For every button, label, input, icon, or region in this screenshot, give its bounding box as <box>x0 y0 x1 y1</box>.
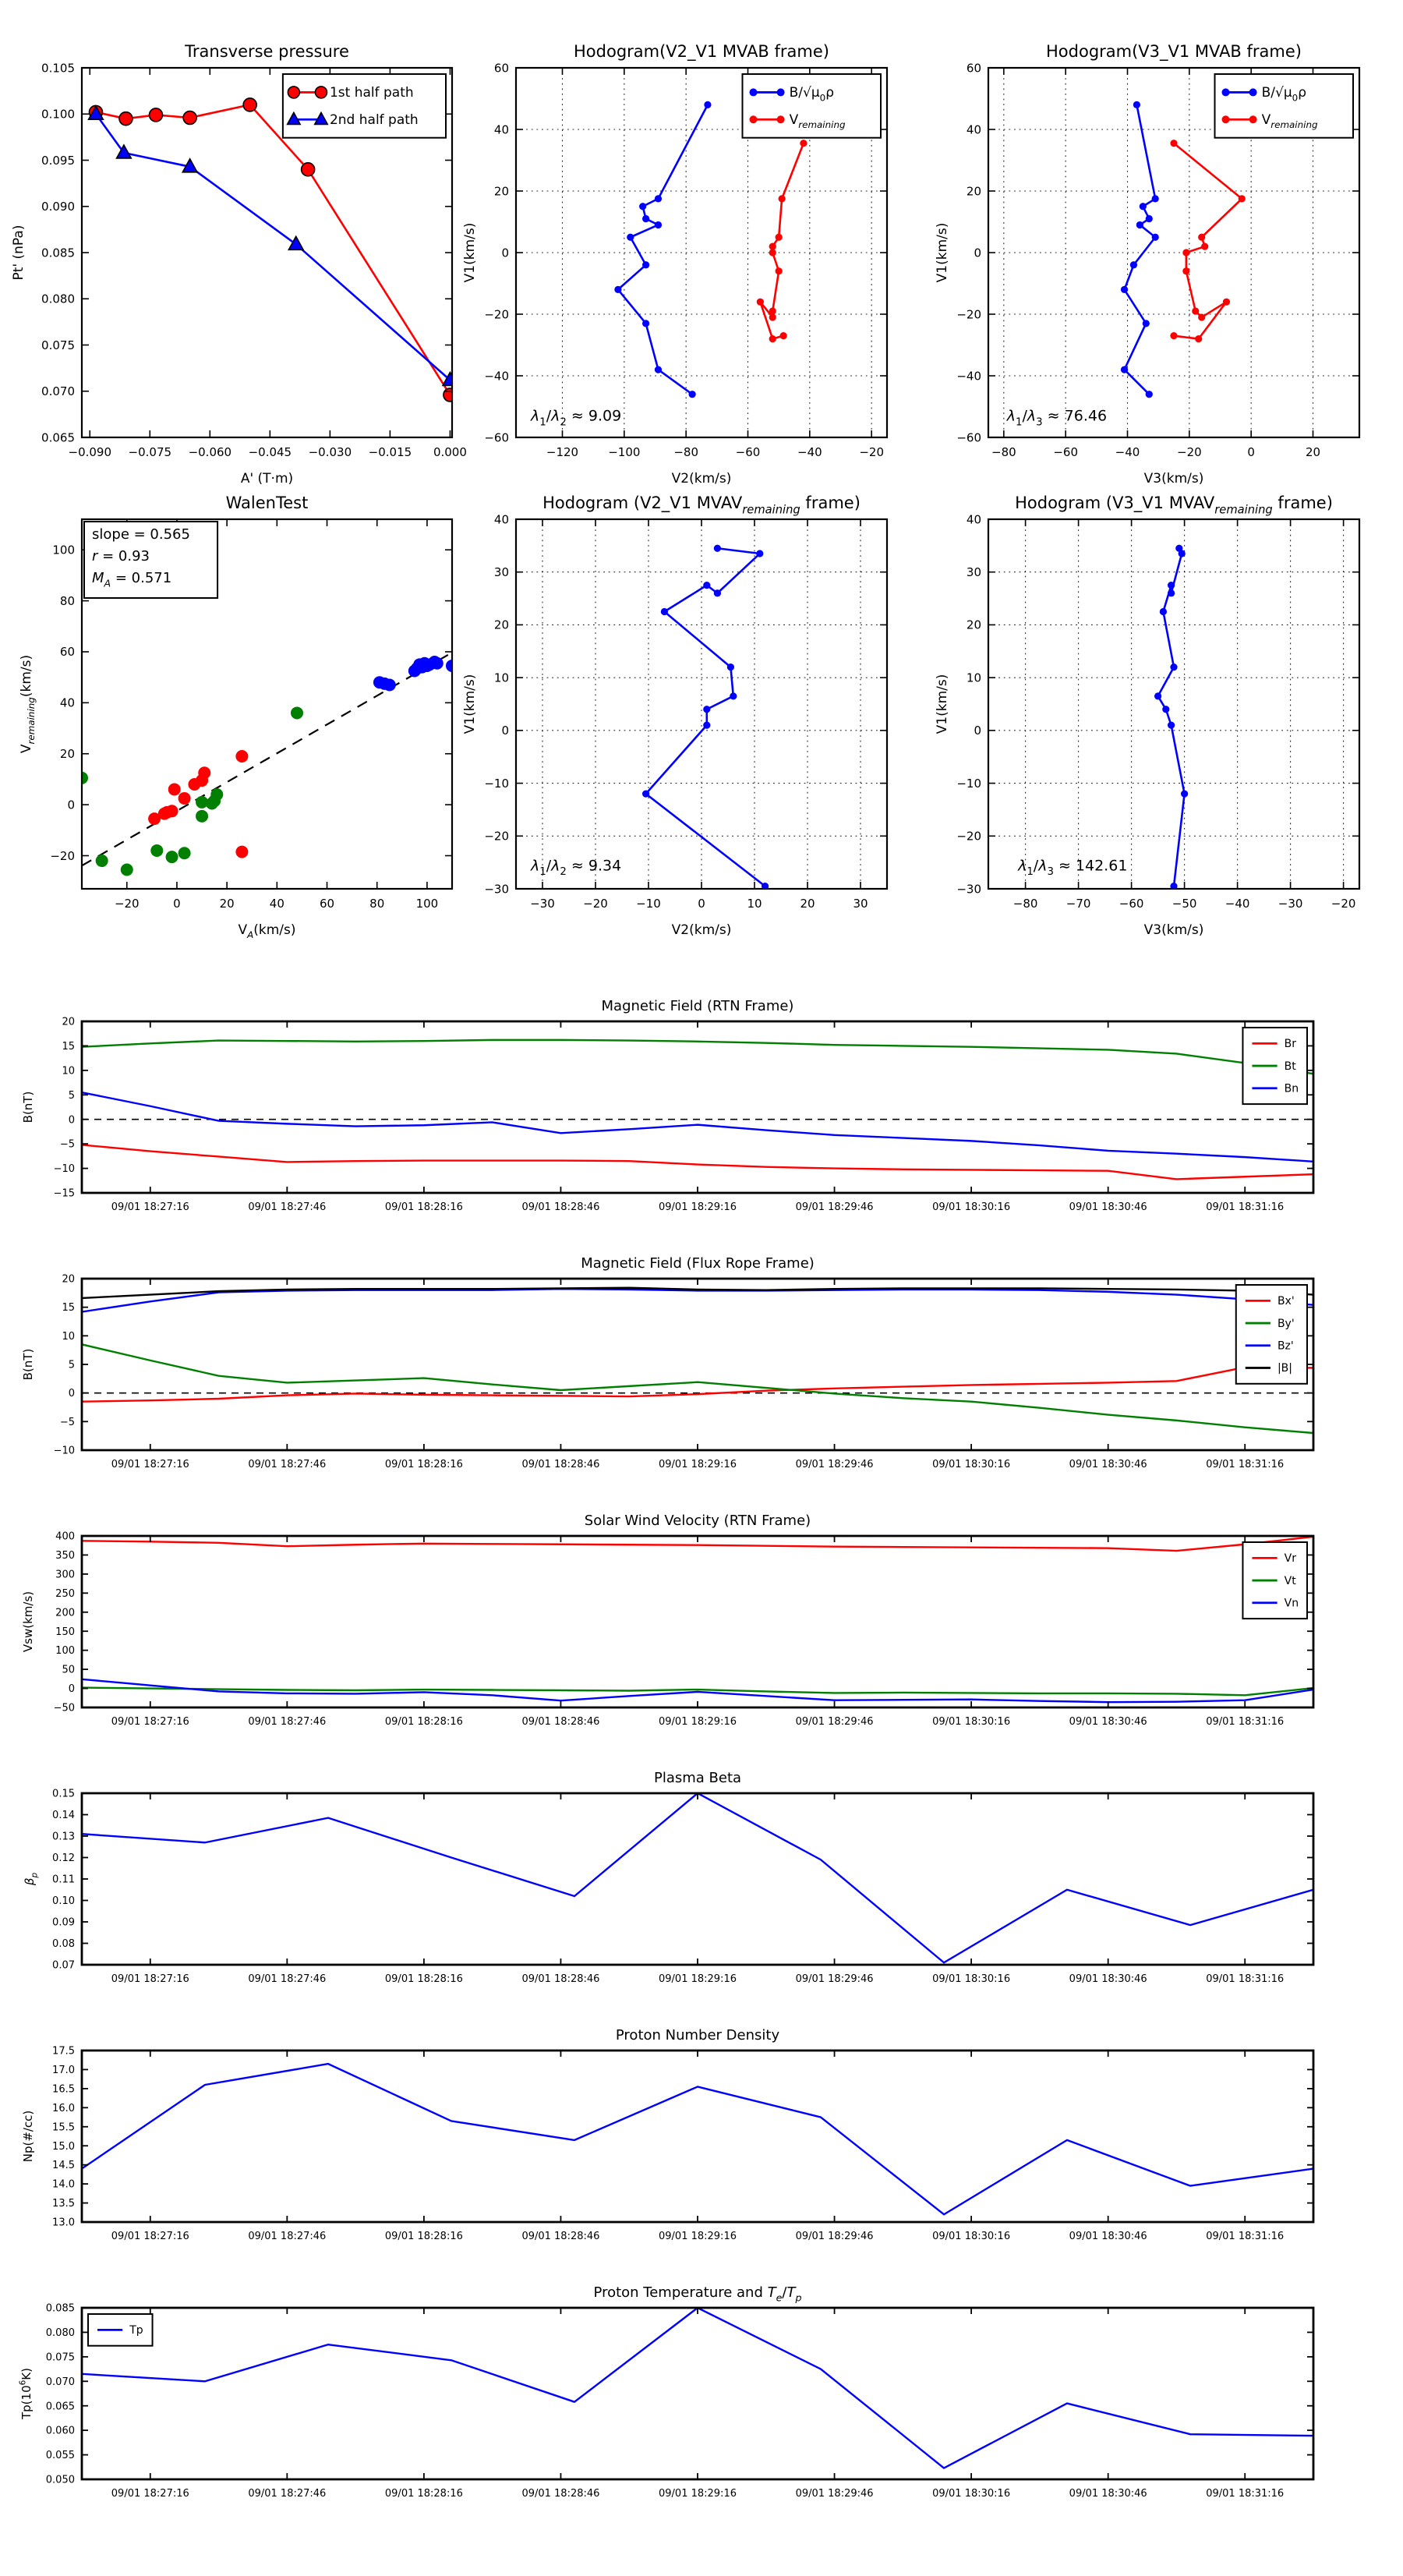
svg-text:Vn: Vn <box>1284 1597 1299 1610</box>
svg-text:30: 30 <box>966 564 981 579</box>
y-axis-label: $V_{remaining}(km/s)$ <box>19 654 37 754</box>
svg-text:0.10: 0.10 <box>52 1895 75 1908</box>
svg-text:09/01 18:30:16: 09/01 18:30:16 <box>932 1201 1011 1213</box>
svg-text:−40: −40 <box>484 369 509 384</box>
svg-text:−5: −5 <box>59 1138 75 1151</box>
svg-text:0.14: 0.14 <box>52 1810 75 1822</box>
svg-text:r = 0.93: r = 0.93 <box>92 548 150 564</box>
svg-text:0.060: 0.060 <box>45 2425 75 2437</box>
svg-text:09/01 18:28:46: 09/01 18:28:46 <box>521 1973 600 1985</box>
svg-text:60: 60 <box>966 61 981 76</box>
svg-text:09/01 18:27:16: 09/01 18:27:16 <box>111 2488 189 2500</box>
y-axis-label: V1(km/s) <box>935 674 950 734</box>
svg-text:Vt: Vt <box>1284 1574 1296 1587</box>
svg-text:09/01 18:27:46: 09/01 18:27:46 <box>248 1459 327 1470</box>
svg-text:09/01 18:29:16: 09/01 18:29:16 <box>659 1459 737 1470</box>
svg-text:0.000: 0.000 <box>433 445 467 459</box>
svg-text:09/01 18:27:46: 09/01 18:27:46 <box>248 1716 327 1728</box>
annotation: $\lambda_1/\lambda_2 \approx 9.09$ <box>531 407 622 429</box>
svg-text:−20: −20 <box>583 897 608 911</box>
chart-title: Proton Temperature and $T_e/T_p$ <box>593 2284 802 2304</box>
y-axis-label: Vsw(km/s) <box>21 1591 35 1653</box>
svg-text:−20: −20 <box>50 848 75 863</box>
svg-text:100: 100 <box>55 1645 75 1658</box>
svg-text:40: 40 <box>966 512 981 527</box>
svg-text:0: 0 <box>501 724 509 738</box>
svg-text:09/01 18:29:16: 09/01 18:29:16 <box>659 2231 737 2242</box>
svg-text:0: 0 <box>68 1114 75 1127</box>
svg-text:0.090: 0.090 <box>41 200 75 214</box>
svg-text:09/01 18:29:16: 09/01 18:29:16 <box>659 2488 737 2500</box>
svg-text:0.085: 0.085 <box>41 246 75 260</box>
y-axis-label: V1(km/s) <box>462 674 478 734</box>
svg-text:0: 0 <box>68 1683 75 1696</box>
chart-title: Hodogram(V3_V1 MVAB frame) <box>1046 42 1302 61</box>
svg-text:09/01 18:29:46: 09/01 18:29:46 <box>795 2488 874 2500</box>
svg-text:09/01 18:30:46: 09/01 18:30:46 <box>1069 2231 1147 2242</box>
svg-text:10: 10 <box>62 1330 75 1343</box>
y-axis-label: V1(km/s) <box>462 222 478 283</box>
svg-text:0.075: 0.075 <box>41 338 75 352</box>
svg-text:09/01 18:30:16: 09/01 18:30:16 <box>932 1459 1011 1470</box>
y-axis-label: B(nT) <box>21 1348 35 1381</box>
svg-text:−60: −60 <box>956 430 981 445</box>
svg-text:−5: −5 <box>59 1416 75 1428</box>
svg-text:20: 20 <box>800 897 815 911</box>
svg-text:50: 50 <box>62 1664 75 1676</box>
svg-text:09/01 18:30:16: 09/01 18:30:16 <box>932 2231 1011 2242</box>
legend <box>1215 74 1354 138</box>
svg-text:09/01 18:29:46: 09/01 18:29:46 <box>795 1459 874 1470</box>
chart-title: Hodogram(V2_V1 MVAB frame) <box>574 42 829 61</box>
svg-text:−60: −60 <box>484 430 509 445</box>
legend <box>1242 1542 1307 1619</box>
svg-text:0.065: 0.065 <box>45 2401 75 2413</box>
svg-text:150: 150 <box>55 1626 75 1638</box>
svg-text:Tp: Tp <box>129 2324 143 2337</box>
svg-text:0.09: 0.09 <box>52 1916 75 1929</box>
svg-text:−10: −10 <box>53 1445 75 1457</box>
svg-text:09/01 18:28:46: 09/01 18:28:46 <box>521 1716 600 1728</box>
svg-text:09/01 18:27:16: 09/01 18:27:16 <box>111 1459 189 1470</box>
svg-text:0.105: 0.105 <box>41 61 75 76</box>
svg-text:1st half path: 1st half path <box>329 85 414 101</box>
svg-text:09/01 18:31:16: 09/01 18:31:16 <box>1206 2488 1285 2500</box>
svg-text:0.050: 0.050 <box>45 2474 75 2486</box>
svg-text:09/01 18:29:46: 09/01 18:29:46 <box>795 1716 874 1728</box>
svg-text:5: 5 <box>68 1359 75 1371</box>
svg-text:15.0: 15.0 <box>52 2140 75 2153</box>
svg-text:60: 60 <box>319 897 335 911</box>
svg-text:20: 20 <box>219 897 235 911</box>
svg-text:Vr: Vr <box>1284 1552 1296 1566</box>
svg-text:20: 20 <box>493 617 509 632</box>
svg-text:−30: −30 <box>956 882 981 897</box>
svg-text:09/01 18:29:46: 09/01 18:29:46 <box>795 1201 874 1213</box>
svg-text:−10: −10 <box>956 776 981 791</box>
svg-text:−0.060: −0.060 <box>188 445 232 459</box>
svg-text:Bt: Bt <box>1284 1060 1296 1073</box>
svg-text:−40: −40 <box>1115 445 1140 459</box>
svg-text:0: 0 <box>501 246 509 260</box>
svg-text:−40: −40 <box>956 369 981 384</box>
svg-text:100: 100 <box>415 897 439 911</box>
svg-text:0.075: 0.075 <box>45 2351 75 2364</box>
svg-text:0: 0 <box>67 798 75 812</box>
svg-text:350: 350 <box>55 1549 75 1562</box>
svg-text:09/01 18:28:16: 09/01 18:28:16 <box>384 1716 463 1728</box>
svg-text:09/01 18:29:16: 09/01 18:29:16 <box>659 1716 737 1728</box>
svg-text:Bn: Bn <box>1284 1082 1299 1095</box>
svg-text:2nd half path: 2nd half path <box>329 112 419 129</box>
chart-title: Solar Wind Velocity (RTN Frame) <box>584 1513 811 1529</box>
svg-text:100: 100 <box>52 543 75 557</box>
svg-text:09/01 18:28:16: 09/01 18:28:16 <box>384 1459 463 1470</box>
svg-text:0.07: 0.07 <box>52 1959 75 1972</box>
svg-text:0.080: 0.080 <box>41 292 75 306</box>
x-axis-label: $V_A(km/s)$ <box>238 922 296 941</box>
svg-text:09/01 18:28:16: 09/01 18:28:16 <box>384 2231 463 2242</box>
svg-text:09/01 18:29:16: 09/01 18:29:16 <box>659 1201 737 1213</box>
svg-text:09/01 18:30:46: 09/01 18:30:46 <box>1069 1716 1147 1728</box>
svg-text:0.11: 0.11 <box>52 1874 75 1886</box>
svg-text:0: 0 <box>698 897 705 911</box>
svg-text:09/01 18:28:46: 09/01 18:28:46 <box>521 2488 600 2500</box>
chart-title: Hodogram (V3_V1 $MVAV_{remaining}$ frame) <box>1015 494 1333 517</box>
chart-title: Plasma Beta <box>653 1770 742 1786</box>
svg-text:09/01 18:27:16: 09/01 18:27:16 <box>111 1716 189 1728</box>
svg-text:0.095: 0.095 <box>41 153 75 168</box>
svg-text:09/01 18:27:46: 09/01 18:27:46 <box>248 2231 327 2242</box>
legend <box>1236 1285 1307 1384</box>
svg-text:−0.090: −0.090 <box>68 445 112 459</box>
svg-text:−50: −50 <box>53 1702 75 1714</box>
svg-text:09/01 18:30:46: 09/01 18:30:46 <box>1069 1201 1147 1213</box>
svg-text:15.5: 15.5 <box>52 2121 75 2134</box>
y-axis-label: V1(km/s) <box>935 222 950 283</box>
svg-text:−30: −30 <box>1278 897 1303 911</box>
svg-text:−20: −20 <box>114 897 140 911</box>
svg-text:09/01 18:30:16: 09/01 18:30:16 <box>932 1973 1011 1985</box>
svg-text:−0.030: −0.030 <box>308 445 352 459</box>
svg-text:B/√μ0ρ: $B/√\mu_0\rho$ <box>789 85 835 104</box>
svg-text:0: 0 <box>974 724 981 738</box>
svg-text:−60: −60 <box>735 445 761 459</box>
svg-text:Br: Br <box>1284 1038 1297 1051</box>
x-axis-label: V3(km/s) <box>1143 471 1204 487</box>
chart-title: Transverse pressure <box>185 42 349 61</box>
svg-text:09/01 18:28:46: 09/01 18:28:46 <box>521 1459 600 1470</box>
svg-text:200: 200 <box>55 1607 75 1619</box>
svg-text:MA = 0.571: $M_A = 0.571$ <box>92 570 172 589</box>
svg-text:−10: −10 <box>636 897 661 911</box>
svg-text:20: 20 <box>493 184 509 199</box>
annotation: $\lambda_1/\lambda_3 \approx 76.46$ <box>1006 407 1108 429</box>
svg-text:20: 20 <box>59 746 75 761</box>
svg-text:−30: −30 <box>530 897 555 911</box>
svg-text:Vremaining: $V_{remaining}$ <box>1261 112 1318 131</box>
stats-box <box>84 522 217 598</box>
legend <box>283 74 446 138</box>
svg-text:10: 10 <box>493 671 509 685</box>
svg-text:40: 40 <box>493 122 509 137</box>
svg-text:15: 15 <box>62 1040 75 1053</box>
svg-text:−60: −60 <box>1053 445 1078 459</box>
svg-text:By': By' <box>1277 1317 1295 1330</box>
svg-text:10: 10 <box>966 671 981 685</box>
svg-text:−10: −10 <box>53 1163 75 1176</box>
svg-text:−20: −20 <box>484 829 509 844</box>
svg-text:16.5: 16.5 <box>52 2083 75 2096</box>
svg-text:0.100: 0.100 <box>41 107 75 122</box>
chart-title: WalenTest <box>225 494 309 512</box>
svg-text:09/01 18:27:16: 09/01 18:27:16 <box>111 1973 189 1985</box>
svg-text:−0.075: −0.075 <box>128 445 172 459</box>
svg-text:09/01 18:28:16: 09/01 18:28:16 <box>384 2488 463 2500</box>
svg-text:09/01 18:29:46: 09/01 18:29:46 <box>795 1973 874 1985</box>
svg-text:17.5: 17.5 <box>52 2045 75 2058</box>
svg-text:−15: −15 <box>53 1187 75 1200</box>
legend <box>743 74 882 138</box>
y-axis-label: Np(#/cc) <box>21 2110 35 2163</box>
svg-text:20: 20 <box>62 1016 75 1028</box>
svg-text:10: 10 <box>747 897 762 911</box>
svg-text:0.065: 0.065 <box>41 430 75 445</box>
svg-text:Vremaining: $V_{remaining}$ <box>789 112 846 131</box>
svg-text:−20: −20 <box>1331 897 1356 911</box>
svg-text:0: 0 <box>1247 445 1255 459</box>
svg-text:09/01 18:28:46: 09/01 18:28:46 <box>521 2231 600 2242</box>
svg-text:−0.015: −0.015 <box>368 445 412 459</box>
svg-text:30: 30 <box>493 564 509 579</box>
legend <box>88 2314 153 2346</box>
svg-text:80: 80 <box>369 897 385 911</box>
svg-text:40: 40 <box>493 512 509 527</box>
x-axis-label: A' (T·m) <box>240 471 294 487</box>
y-axis-label: Pt' (nPa) <box>11 225 27 281</box>
svg-text:80: 80 <box>59 593 75 608</box>
svg-text:0.08: 0.08 <box>52 1938 75 1951</box>
x-axis-label: V2(km/s) <box>671 922 732 938</box>
svg-text:14.0: 14.0 <box>52 2178 75 2191</box>
svg-text:09/01 18:28:46: 09/01 18:28:46 <box>521 1201 600 1213</box>
chart-title: Magnetic Field (Flux Rope Frame) <box>581 1255 815 1272</box>
svg-text:09/01 18:29:16: 09/01 18:29:16 <box>659 1973 737 1985</box>
svg-text:20: 20 <box>1305 445 1321 459</box>
svg-text:0.15: 0.15 <box>52 1788 75 1800</box>
svg-text:09/01 18:31:16: 09/01 18:31:16 <box>1206 2231 1285 2242</box>
svg-text:−30: −30 <box>484 882 509 897</box>
svg-text:−80: −80 <box>673 445 698 459</box>
svg-text:09/01 18:31:16: 09/01 18:31:16 <box>1206 1201 1285 1213</box>
svg-text:09/01 18:30:46: 09/01 18:30:46 <box>1069 1973 1147 1985</box>
x-axis-label: V3(km/s) <box>1143 922 1204 938</box>
svg-text:−40: −40 <box>1225 897 1250 911</box>
svg-text:−20: −20 <box>1177 445 1202 459</box>
svg-text:15: 15 <box>62 1302 75 1315</box>
svg-text:09/01 18:31:16: 09/01 18:31:16 <box>1206 1459 1285 1470</box>
svg-text:40: 40 <box>966 122 981 137</box>
svg-text:400: 400 <box>55 1530 75 1543</box>
svg-text:09/01 18:31:16: 09/01 18:31:16 <box>1206 1973 1285 1985</box>
svg-text:09/01 18:27:16: 09/01 18:27:16 <box>111 2231 189 2242</box>
svg-text:09/01 18:30:46: 09/01 18:30:46 <box>1069 1459 1147 1470</box>
svg-text:−20: −20 <box>484 307 509 322</box>
svg-text:09/01 18:29:46: 09/01 18:29:46 <box>795 2231 874 2242</box>
legend <box>1242 1028 1307 1104</box>
svg-text:17.0: 17.0 <box>52 2064 75 2076</box>
y-axis-label: $\beta_p$ <box>23 1872 40 1886</box>
annotation: $\lambda_1/\lambda_2 \approx 9.34$ <box>531 857 622 878</box>
svg-text:0: 0 <box>173 897 181 911</box>
svg-text:0.080: 0.080 <box>45 2327 75 2339</box>
y-axis-label: B(nT) <box>21 1091 35 1123</box>
svg-text:40: 40 <box>269 897 284 911</box>
svg-text:0.055: 0.055 <box>45 2450 75 2462</box>
svg-text:0: 0 <box>68 1388 75 1400</box>
annotation: $\lambda_1/\lambda_3 \approx 142.61$ <box>1018 857 1128 878</box>
svg-text:0: 0 <box>974 246 981 260</box>
svg-text:09/01 18:27:16: 09/01 18:27:16 <box>111 1201 189 1213</box>
svg-text:−20: −20 <box>859 445 884 459</box>
svg-text:40: 40 <box>59 695 75 710</box>
svg-text:B/√μ0ρ: $B/√\mu_0\rho$ <box>1261 85 1307 104</box>
svg-text:60: 60 <box>493 61 509 76</box>
svg-text:10: 10 <box>62 1065 75 1077</box>
svg-text:13.5: 13.5 <box>52 2198 75 2210</box>
svg-text:−80: −80 <box>1012 897 1038 911</box>
svg-text:250: 250 <box>55 1587 75 1600</box>
svg-text:09/01 18:30:16: 09/01 18:30:16 <box>932 1716 1011 1728</box>
svg-text:slope = 0.565: slope = 0.565 <box>92 526 190 543</box>
svg-text:0.085: 0.085 <box>45 2302 75 2315</box>
svg-text:−20: −20 <box>956 829 981 844</box>
svg-text:−0.045: −0.045 <box>248 445 292 459</box>
svg-text:09/01 18:27:46: 09/01 18:27:46 <box>248 2488 327 2500</box>
svg-text:09/01 18:30:46: 09/01 18:30:46 <box>1069 2488 1147 2500</box>
svg-text:09/01 18:31:16: 09/01 18:31:16 <box>1206 1716 1285 1728</box>
svg-text:20: 20 <box>62 1273 75 1286</box>
svg-text:20: 20 <box>966 617 981 632</box>
svg-text:14.5: 14.5 <box>52 2160 75 2172</box>
svg-text:0.070: 0.070 <box>45 2376 75 2388</box>
svg-text:Bx': Bx' <box>1277 1295 1295 1308</box>
svg-text:|B|: |B| <box>1277 1362 1293 1375</box>
svg-text:20: 20 <box>966 184 981 199</box>
svg-text:−40: −40 <box>797 445 822 459</box>
y-axis-label: $Tp(10^6K)$ <box>18 2367 34 2420</box>
chart-title: Magnetic Field (RTN Frame) <box>601 998 794 1014</box>
svg-text:−60: −60 <box>1119 897 1144 911</box>
x-axis-label: V2(km/s) <box>671 471 732 487</box>
svg-text:13.0: 13.0 <box>52 2217 75 2229</box>
svg-text:0.12: 0.12 <box>52 1852 75 1865</box>
svg-text:5: 5 <box>68 1089 75 1102</box>
svg-text:0.070: 0.070 <box>41 384 75 398</box>
svg-text:09/01 18:28:16: 09/01 18:28:16 <box>384 1973 463 1985</box>
svg-text:09/01 18:30:16: 09/01 18:30:16 <box>932 2488 1011 2500</box>
svg-text:0.13: 0.13 <box>52 1831 75 1843</box>
svg-text:−10: −10 <box>484 776 509 791</box>
chart-title: Hodogram (V2_V1 $MVAV_{remaining}$ frame) <box>542 494 861 517</box>
chart-title: Proton Number Density <box>615 2027 780 2043</box>
svg-text:−80: −80 <box>991 445 1016 459</box>
svg-text:16.0: 16.0 <box>52 2102 75 2114</box>
svg-text:09/01 18:27:46: 09/01 18:27:46 <box>248 1973 327 1985</box>
svg-text:−100: −100 <box>608 445 641 459</box>
svg-text:300: 300 <box>55 1569 75 1581</box>
svg-text:−50: −50 <box>1172 897 1197 911</box>
svg-text:30: 30 <box>853 897 868 911</box>
svg-text:09/01 18:28:16: 09/01 18:28:16 <box>384 1201 463 1213</box>
svg-text:60: 60 <box>59 645 75 660</box>
svg-text:Bz': Bz' <box>1277 1339 1294 1353</box>
svg-text:−120: −120 <box>546 445 579 459</box>
svg-text:−20: −20 <box>956 307 981 322</box>
svg-text:09/01 18:27:46: 09/01 18:27:46 <box>248 1201 327 1213</box>
svg-text:−70: −70 <box>1066 897 1091 911</box>
